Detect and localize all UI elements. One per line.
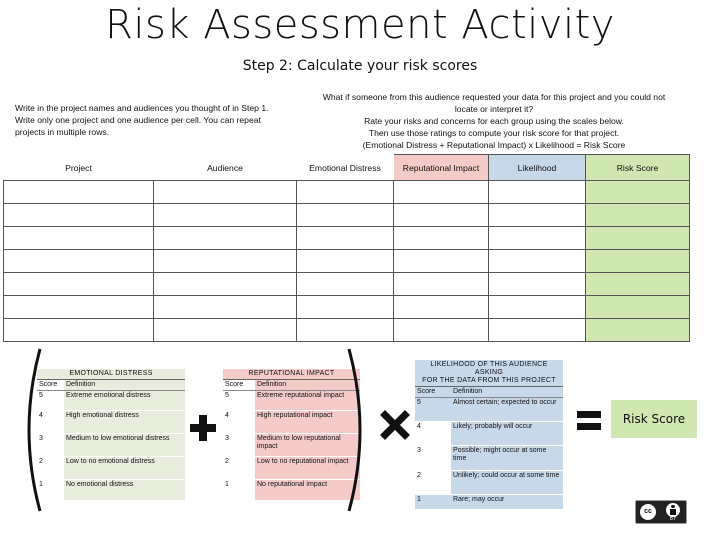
instruction-line: (Emotional Distress + Reputational Impact) x Likelihood = Risk Score [362, 140, 626, 150]
likelihood-caption [415, 360, 563, 387]
risk-cell[interactable] [586, 273, 690, 296]
score-value: 4 [417, 423, 421, 430]
by-label: BY [669, 516, 677, 522]
project-cell[interactable] [4, 273, 154, 296]
definition-value: Extreme emotional distress [64, 391, 185, 411]
audience-cell[interactable] [154, 319, 297, 342]
multiply-icon [380, 410, 410, 440]
emotional-cell[interactable] [297, 250, 394, 273]
reputational-cell[interactable] [394, 204, 489, 227]
reputational-cell[interactable] [394, 319, 489, 342]
table-row [4, 204, 690, 227]
reputational-cell[interactable] [394, 227, 489, 250]
definition-label: Definition [255, 380, 360, 391]
score-value: 4 [39, 412, 43, 419]
definition-value: No emotional distress [64, 480, 185, 500]
header-reputational-impact: Reputational Impact [394, 155, 489, 181]
risk-cell[interactable] [586, 181, 690, 204]
likelihood-cell[interactable] [489, 296, 586, 319]
emotional-caption: EMOTIONAL DISTRESS [37, 369, 185, 380]
risk-cell[interactable] [586, 296, 690, 319]
instruction-line: What if someone from this audience requested your data for this project and you could not [322, 92, 666, 102]
audience-cell[interactable] [154, 181, 297, 204]
likelihood-caption-line: LIKELIHOOD OF THIS AUDIENCE ASKING [430, 361, 548, 376]
table-row [4, 250, 690, 273]
emotional-cell[interactable] [297, 273, 394, 296]
table-row [4, 273, 690, 296]
score-label: Score [415, 387, 451, 398]
likelihood-caption-line: FOR THE DATA FROM THIS PROJECT [422, 377, 556, 384]
left-instructions [15, 102, 295, 138]
table-row [4, 319, 690, 342]
audience-cell[interactable] [154, 273, 297, 296]
instruction-line: Write in the project names and audiences you thought of in Step 1. [15, 103, 269, 113]
reputational-caption: REPUTATIONAL IMPACT [223, 369, 360, 380]
emotional-cell[interactable] [297, 181, 394, 204]
definition-value: Rare; may occur [451, 495, 563, 509]
risk-score-result: Risk Score [611, 400, 697, 438]
table-header-row [4, 155, 690, 181]
definition-value: Medium to low reputational impact [255, 434, 360, 457]
reputational-impact-scale [223, 369, 360, 500]
right-instructions [298, 91, 690, 151]
table-row [4, 227, 690, 250]
score-value: 3 [417, 447, 421, 454]
score-value: 5 [415, 398, 451, 422]
header-audience: Audience [154, 155, 297, 181]
instruction-line: locate or interpret it? [454, 104, 534, 114]
definition-value: High emotional distress [64, 411, 185, 434]
project-cell[interactable] [4, 250, 154, 273]
definition-value: Extreme reputational impact [255, 391, 360, 411]
table-row [4, 181, 690, 204]
project-cell[interactable] [4, 319, 154, 342]
page-subtitle: Step 2: Calculate your risk scores [242, 58, 478, 74]
instruction-line: projects in multiple rows. [15, 127, 110, 137]
reputational-cell[interactable] [394, 273, 489, 296]
equals-icon [577, 410, 601, 432]
table-row [4, 296, 690, 319]
emotional-distress-scale [37, 369, 185, 500]
likelihood-scale [415, 360, 563, 509]
risk-cell[interactable] [586, 204, 690, 227]
right-parenthesis-icon [345, 345, 375, 515]
audience-cell[interactable] [154, 227, 297, 250]
definition-value: No reputational impact [255, 480, 360, 500]
definition-value: Likely; probably will occur [451, 422, 563, 446]
definition-value: Almost certain; expected to occur [451, 398, 563, 422]
score-value: 5 [39, 392, 43, 399]
score-label: Score [39, 381, 58, 388]
instruction-line: Rate your risks and concerns for each group using the scales below. [364, 116, 624, 126]
likelihood-cell[interactable] [489, 250, 586, 273]
reputational-cell[interactable] [394, 296, 489, 319]
instruction-line: Then use those ratings to compute your risk score for that project. [368, 128, 620, 138]
emotional-cell[interactable] [297, 227, 394, 250]
likelihood-cell[interactable] [489, 181, 586, 204]
score-value: 3 [39, 435, 43, 442]
score-value: 1 [415, 495, 451, 509]
audience-cell[interactable] [154, 250, 297, 273]
likelihood-cell[interactable] [489, 204, 586, 227]
project-cell[interactable] [4, 227, 154, 250]
likelihood-cell[interactable] [489, 227, 586, 250]
audience-cell[interactable] [154, 296, 297, 319]
risk-cell[interactable] [586, 250, 690, 273]
project-cell[interactable] [4, 296, 154, 319]
definition-value: Unlikely; could occur at some time [451, 471, 563, 495]
emotional-cell[interactable] [297, 204, 394, 227]
plus-icon [190, 413, 216, 443]
definition-label: Definition [64, 380, 185, 391]
emotional-cell[interactable] [297, 319, 394, 342]
header-likelihood: Likelihood [489, 155, 586, 181]
emotional-cell[interactable] [297, 296, 394, 319]
score-value: 1 [39, 481, 43, 488]
score-value: 2 [225, 458, 229, 465]
likelihood-cell[interactable] [489, 273, 586, 296]
definition-value: Possible; might occur at some time [451, 446, 563, 471]
score-value: 1 [225, 481, 229, 488]
risk-cell[interactable] [586, 227, 690, 250]
score-value: 4 [225, 412, 229, 419]
definition-value: Low to no reputational impact [255, 457, 360, 480]
risk-cell[interactable] [586, 319, 690, 342]
score-value: 5 [225, 392, 229, 399]
cc-icon: cc [639, 503, 657, 521]
header-risk-score: Risk Score [586, 155, 690, 181]
instruction-line: Write only one project and one audience per cell. You can repeat [15, 115, 261, 125]
risk-score-table [3, 154, 690, 342]
definition-label: Definition [451, 387, 563, 398]
score-value: 2 [417, 472, 421, 479]
header-project: Project [4, 155, 154, 181]
project-cell[interactable] [4, 181, 154, 204]
audience-cell[interactable] [154, 204, 297, 227]
page-title: Risk Assessment Activity [105, 2, 615, 48]
project-cell[interactable] [4, 204, 154, 227]
cc-by-license-badge [635, 500, 687, 524]
likelihood-cell[interactable] [489, 319, 586, 342]
reputational-cell[interactable] [394, 181, 489, 204]
definition-value: Medium to low emotional distress [64, 434, 185, 457]
definition-value: High reputational impact [255, 411, 360, 434]
reputational-cell[interactable] [394, 250, 489, 273]
score-label: Score [225, 381, 244, 388]
header-emotional-distress: Emotional Distress [297, 155, 394, 181]
score-value: 2 [39, 458, 43, 465]
score-value: 3 [225, 435, 229, 442]
definition-value: Low to no emotional distress [64, 457, 185, 480]
